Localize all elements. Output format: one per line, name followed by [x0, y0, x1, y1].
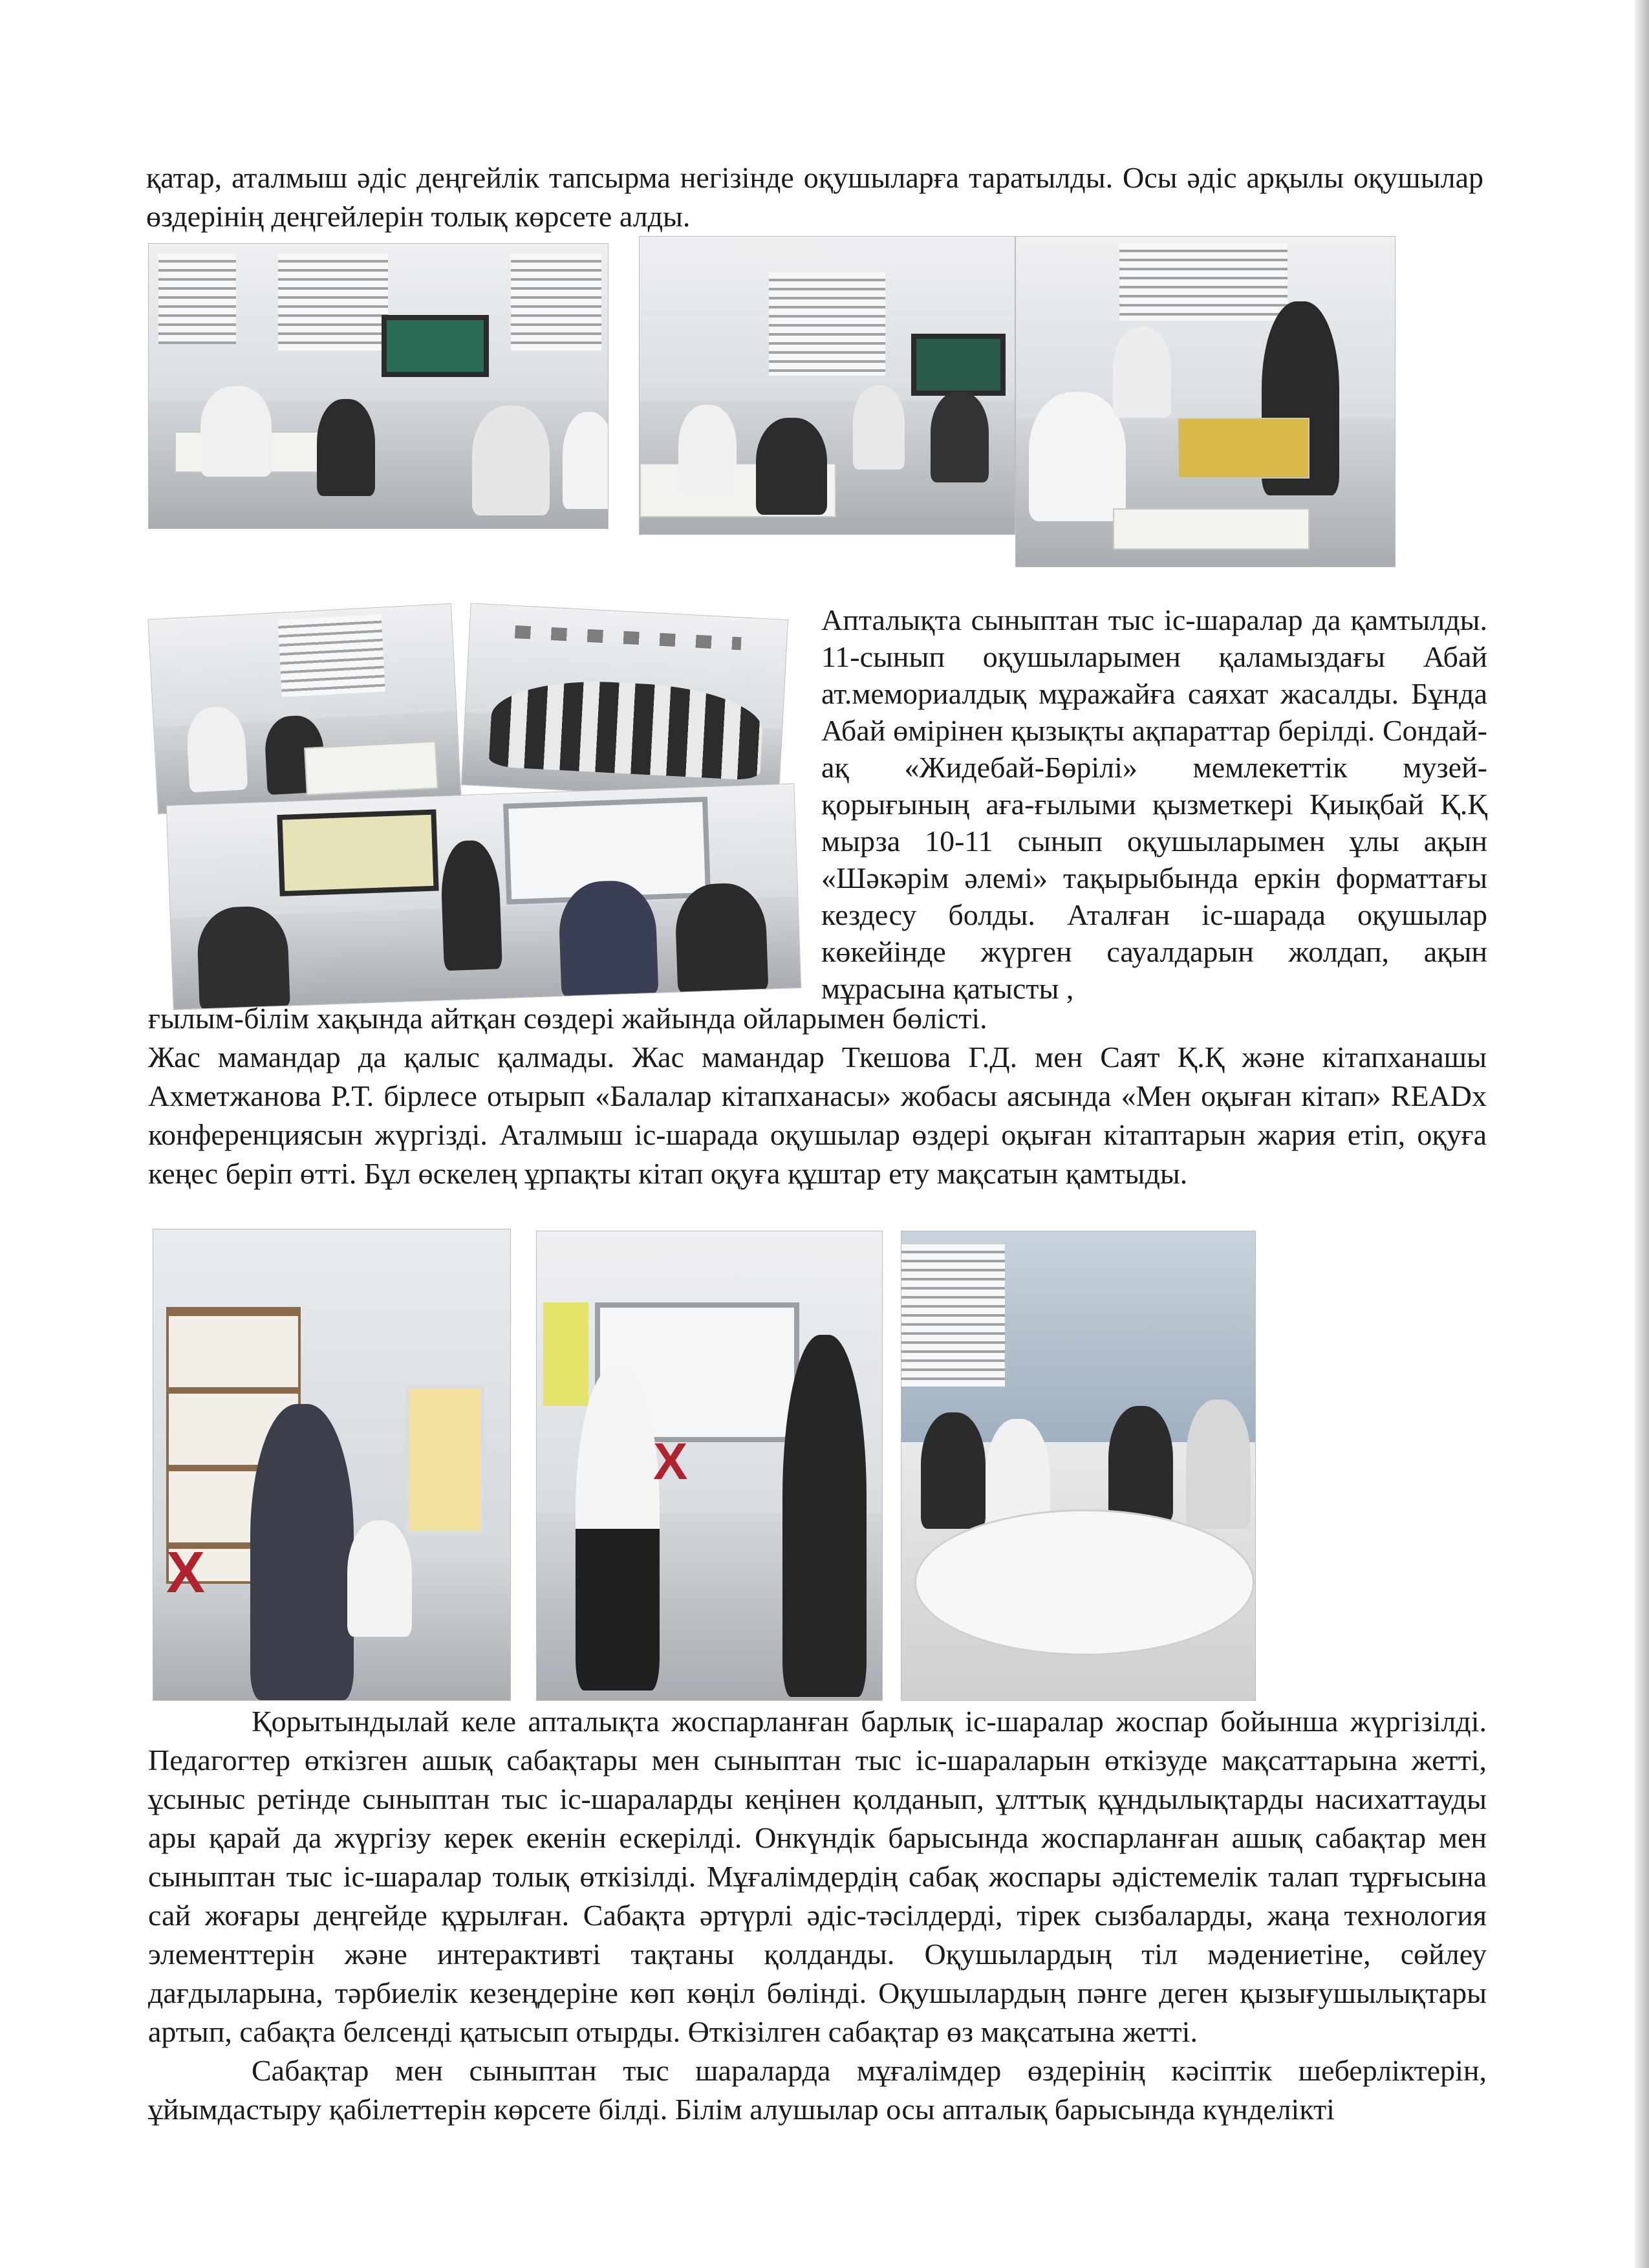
classroom-photo — [147, 603, 461, 814]
museum-group-photo — [461, 603, 788, 801]
students-table-photo — [901, 1231, 1256, 1701]
young-specialists-text: Жас мамандар да қалыс қалмады. Жас мамандар Ткешова Г.Д. мен Саят Қ.Қ және кітапханашы Ахметжанова Р.Т. бірлесе отырып «Балалар кітапханасы» жобасы аясында «Мен оқыған кітап» READx конференциясын жүргізді. Аталмыш іс-шарада оқушылар өздері оқыған кітаптарын жария етіп, оқуға кеңес беріп өтті. Бұл өскелең ұрпақты кітап оқуға құштар ету мақсатын қамтыды. — [148, 1041, 1487, 1190]
library-speaker-photo: X — [153, 1229, 511, 1701]
readx-conference-photo: X — [536, 1231, 883, 1701]
excursion-continuation — [148, 999, 1487, 1038]
meeting-presentation-photo — [166, 783, 801, 1010]
excursion-continuation-text: ғылым-білім хақында айтқан сөздері жайында ойларымен бөлісті. — [148, 1002, 987, 1035]
intro-paragraph — [146, 158, 1483, 236]
conclusion-text: Қорытындылай келе апталықта жоспарланған барлық іс-шаралар жоспар бойынша жүргізілді. Педагогтер өткізген ашық сабақтары мен сыныптан тыс іс-шараларын өткізуде мақсаттарына жетті, ұсыныс ретінде сыныптан тыс іс-шараларды кеңінен қолданып, ұлттық құндылықтарды насихаттауды ары қарай да жүргізу керек екенін ескерілді. Онкүндік барысында жоспарланған ашық сабақтар мен сыныптан тыс іс-шаралар толық өткізілді. Мұғалімдердің сабақ жоспары әдістемелік талап тұрғысына сай жоғары деңгейде құрылған. Сабақта әртүрлі әдіс-тәсілдерді, тірек сызбаларды, жаңа технология элементтерін және интерактивті тақтаны қолданды. Оқушылардың тіл мәдениетіне, сөйлеу дағдыларына, тәрбиелік кезеңдеріне көп көңіл бөлінді. Оқушылардың пәнге деген қызығушылықтары артып, сабақта белсенді қатысып отырды. Өткізілген сабақтар өз мақсатына жетті. — [148, 1705, 1487, 2048]
excursion-text: Апталықта сыныптан тыс іс-шаралар да қамтылды. 11-сынып оқушыларымен қаламыздағы Абай ат.мемориалдық мұражайға саяхат жасалды. Бұнда Абай өмірінен қызықты ақпараттар берілді. Сондай-ақ «Жидебай-Бөрілі» мемлекеттік музей-қорығының аға-ғылыми қызметкері Қиықбай Қ.Қ мырза 10-11 сынып оқушыларымен ұлы ақын «Шәкәрім әлемі» тақырыбында еркін форматтағы кездесу болды. Аталған іс-шарада оқушылар көкейінде жүрген сауалдарын жолдап, ақын мұрасына қатысты , — [821, 603, 1487, 1005]
intro-text: қатар, аталмыш әдіс деңгейлік тапсырма негізінде оқушыларға таратылды. Осы әдіс арқылы оқушылар өздерінің деңгейлерін толық көрсете алды. — [146, 161, 1483, 233]
group-task-photo — [1015, 236, 1396, 567]
excursion-paragraph — [821, 601, 1487, 1007]
classroom-lesson-photo — [148, 243, 609, 529]
conclusion-paragraph — [148, 1702, 1487, 2129]
young-specialists-paragraph — [148, 1038, 1487, 1193]
final-text: Сабақтар мен сыныптан тыс шараларда мұғалімдер өздерінің кәсіптік шеберліктерін, ұйымдастыру қабілеттерін көрсете білді. Білім алушылар осы апталық барысында күнделікті — [148, 2054, 1487, 2126]
classroom-board-photo — [639, 236, 1015, 535]
scan-edge — [1635, 0, 1649, 2268]
